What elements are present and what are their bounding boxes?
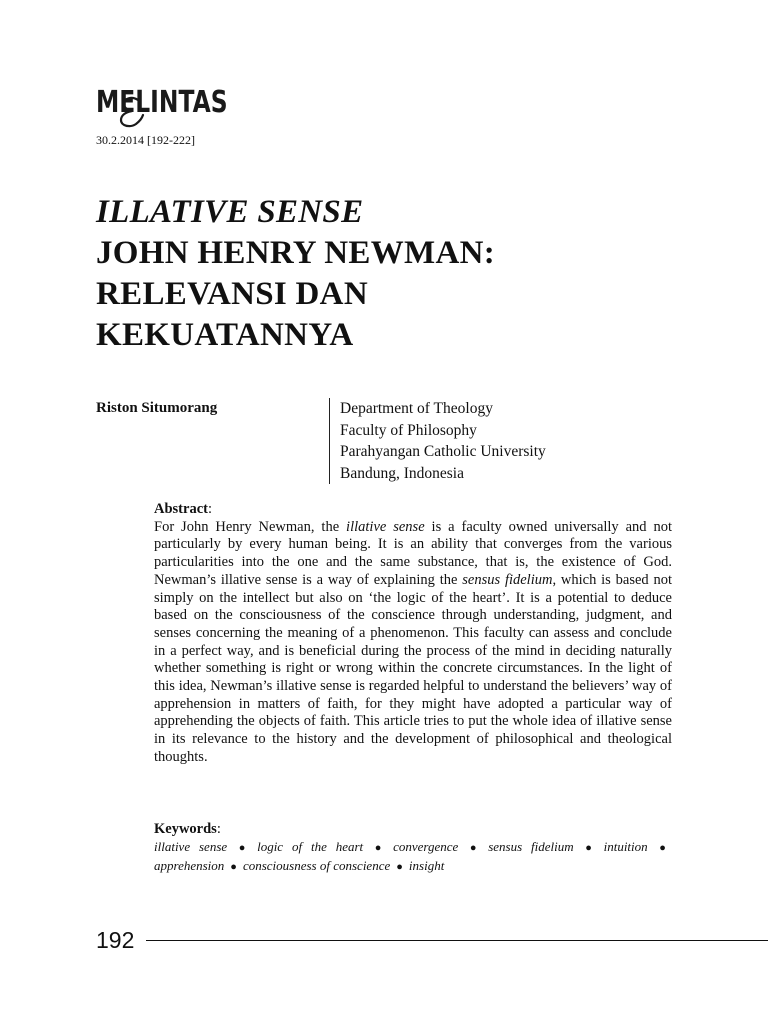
page-number: 192	[96, 927, 135, 953]
bullet-icon: ●	[464, 842, 483, 854]
journal-logo-text: MELINTAS	[96, 85, 228, 120]
keywords-heading	[154, 820, 672, 838]
journal-logo	[96, 85, 228, 128]
author-affiliation	[329, 398, 546, 484]
abstract-text: For John Henry Newman, the	[154, 518, 347, 535]
keyword: insight	[408, 858, 445, 873]
title-line-2: JOHN HENRY NEWMAN:	[96, 235, 495, 271]
affiliation-line: Parahyangan Catholic University	[340, 443, 546, 460]
abstract-emphasis: illative sense	[346, 518, 425, 535]
issue-info: 30.2.2014 [192-222]	[96, 133, 195, 147]
title-line-1: ILLATIVE SENSE	[96, 194, 364, 230]
keywords-line-1	[154, 838, 672, 857]
footer-rule	[146, 940, 768, 941]
keywords-section	[154, 820, 672, 876]
keyword: consciousness of conscience	[242, 858, 391, 873]
abstract-body	[154, 519, 672, 767]
abstract-colon: :	[207, 501, 212, 517]
keyword: sensus fidelium	[488, 839, 574, 854]
ampersand-icon	[116, 94, 146, 128]
affiliation-line: Faculty of Philosophy	[340, 421, 477, 439]
abstract-text: is a faculty owned universally and not particularly by every human being. It is an ability that converges from the various particularities into the one and the same substance, that is, the existence of God. Newman’s illative sense is a way of explaining the	[154, 518, 672, 588]
keyword: convergence	[393, 839, 459, 854]
keyword: intuition	[603, 839, 648, 854]
title-line-4: KEKUATANNYA	[96, 317, 354, 353]
bullet-icon: ●	[233, 842, 252, 854]
keywords-label: Keywords	[154, 821, 217, 837]
affiliation-line: Department of Theology	[340, 400, 493, 417]
keyword: illative sense	[154, 839, 228, 854]
abstract-heading	[154, 501, 672, 519]
abstract-label: Abstract	[154, 501, 208, 517]
keyword: logic of the heart	[257, 839, 364, 854]
abstract-emphasis: sensus fidelium	[462, 571, 553, 588]
bullet-icon: ●	[369, 842, 388, 854]
author-name: Riston Situmorang	[96, 400, 218, 416]
keyword: apprehension	[154, 858, 225, 873]
bullet-icon: ●	[230, 861, 237, 873]
bullet-icon: ●	[579, 842, 598, 854]
title-line-3: RELEVANSI DAN	[96, 276, 368, 312]
abstract-section	[154, 501, 672, 767]
affiliation-line: Bandung, Indonesia	[340, 464, 464, 482]
bullet-icon: ●	[396, 861, 403, 873]
article-title	[96, 192, 716, 356]
keywords-line-2	[154, 857, 672, 876]
abstract-text: , which is based not simply on the intellect but also on ‘the logic of the heart’. It is a potential to deduce based on the consciousness of the conscience through understanding, judgment, and senses concerning the meaning of a phenomenon. This faculty can assess and conclude in a perfect way, and is beneficial during the process of the mind in deciding naturally whether something is right or wrong within the concrete circumstances. In the light of this idea, Newman’s illative sense is regarded helpful to understand the believers’ way of apprehension in matters of faith, for they might have adopted a particular way of apprehending the objects of faith. This article tries to put the whole idea of illative sense in its relevance to the history and the development of philosophical and theological thoughts.	[154, 571, 672, 765]
bullet-icon: ●	[653, 842, 666, 854]
keywords-colon: :	[216, 821, 221, 837]
